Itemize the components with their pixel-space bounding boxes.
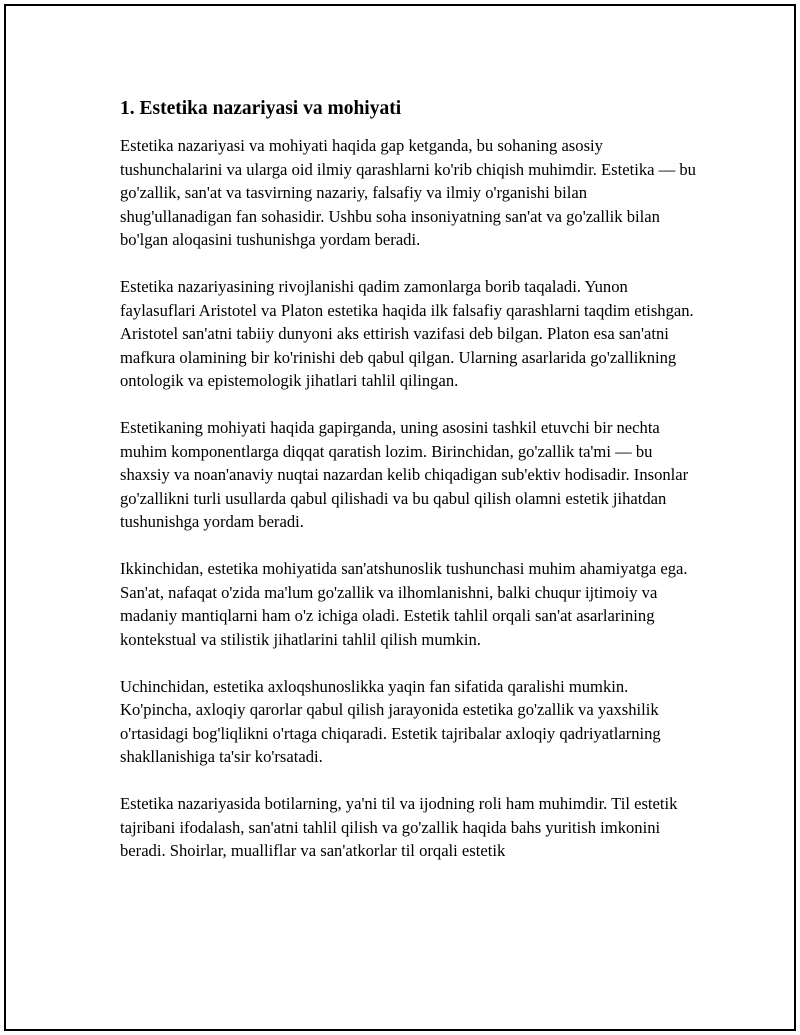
section-title: 1. Estetika nazariyasi va mohiyati	[120, 98, 402, 119]
paragraph-5: Uchinchidan, estetika axloqshunoslikka yaqin fan sifatida qaralishi mumkin. Ko'pincha, axloqiy qarorlar qabul qilish jarayonida estetika go'zallik va yaxshilik o'rtasidagi bog'liqlikni o'rtaga chiqaradi. Estetik tajribalar axloqiy qadriyatlarning shakllanishiga ta'sir ko'rsatadi.	[120, 676, 661, 766]
paragraph-3: Estetikaning mohiyati haqida gapirganda, uning asosini tashkil etuvchi bir nechta muhim komponentlarga diqqat qaratish lozim. Birinchidan, go'zallik ta'mi — bu shaxsiy va noan'anaviy nuqtai nazardan kelib chiqadigan sub'ektiv hodisadir. Insonlar go'zallikni turli usullarda qabul qilishadi va bu qabul qilish olamni estetik jihatdan tushunishga yordam beradi.	[120, 418, 689, 531]
paragraph-2: Estetika nazariyasining rivojlanishi qadim zamonlarga borib taqaladi. Yunon faylasuflari Aristotel va Platon estetika haqida ilk falsafiy qarashlarni taqdim etishgan. Aristotel san'atni tabiiy dunyoni aks ettirish vazifasi deb bilgan. Platon esa san'atni mafkura olamining bir ko'rinishi deb qabul qilgan. Ularning asarlarida go'zallikning ontologik va epistemologik jihatlari tahlil qilingan.	[120, 277, 694, 390]
paragraph-6: Estetika nazariyasida botilarning, ya'ni til va ijodning roli ham muhimdir. Til estetik tajribani ifodalash, san'atni tahlil qilish va go'zallik haqida bahs yuritish imkonini beradi. Shoirlar, mualliflar va san'atkorlar til orqali estetik	[120, 794, 678, 860]
document-content	[120, 96, 700, 886]
document-page	[4, 4, 796, 1031]
paragraph-4: Ikkinchidan, estetika mohiyatida san'atshunoslik tushunchasi muhim ahamiyatga ega. San'at, nafaqat o'zida ma'lum go'zallik va ilhomlanishni, balki chuqur ijtimoiy va madaniy mantiqlarni ham o'z ichiga oladi. Estetik tahlil orqali san'at asarlarining kontekstual va stilistik jihatlarini tahlil qilish mumkin.	[120, 559, 688, 649]
paragraph-1: Estetika nazariyasi va mohiyati haqida gap ketganda, bu sohaning asosiy tushunchalarini va ularga oid ilmiy qarashlarni ko'rib chiqish muhimdir. Estetika — bu go'zallik, san'at va tasvirning nazariy, falsafiy va ilmiy o'rganishi bilan shug'ullanadigan fan sohasidir. Ushbu soha insoniyatning san'at va go'zallik bilan bo'lgan aloqasini tushunishga yordam beradi.	[120, 136, 696, 249]
